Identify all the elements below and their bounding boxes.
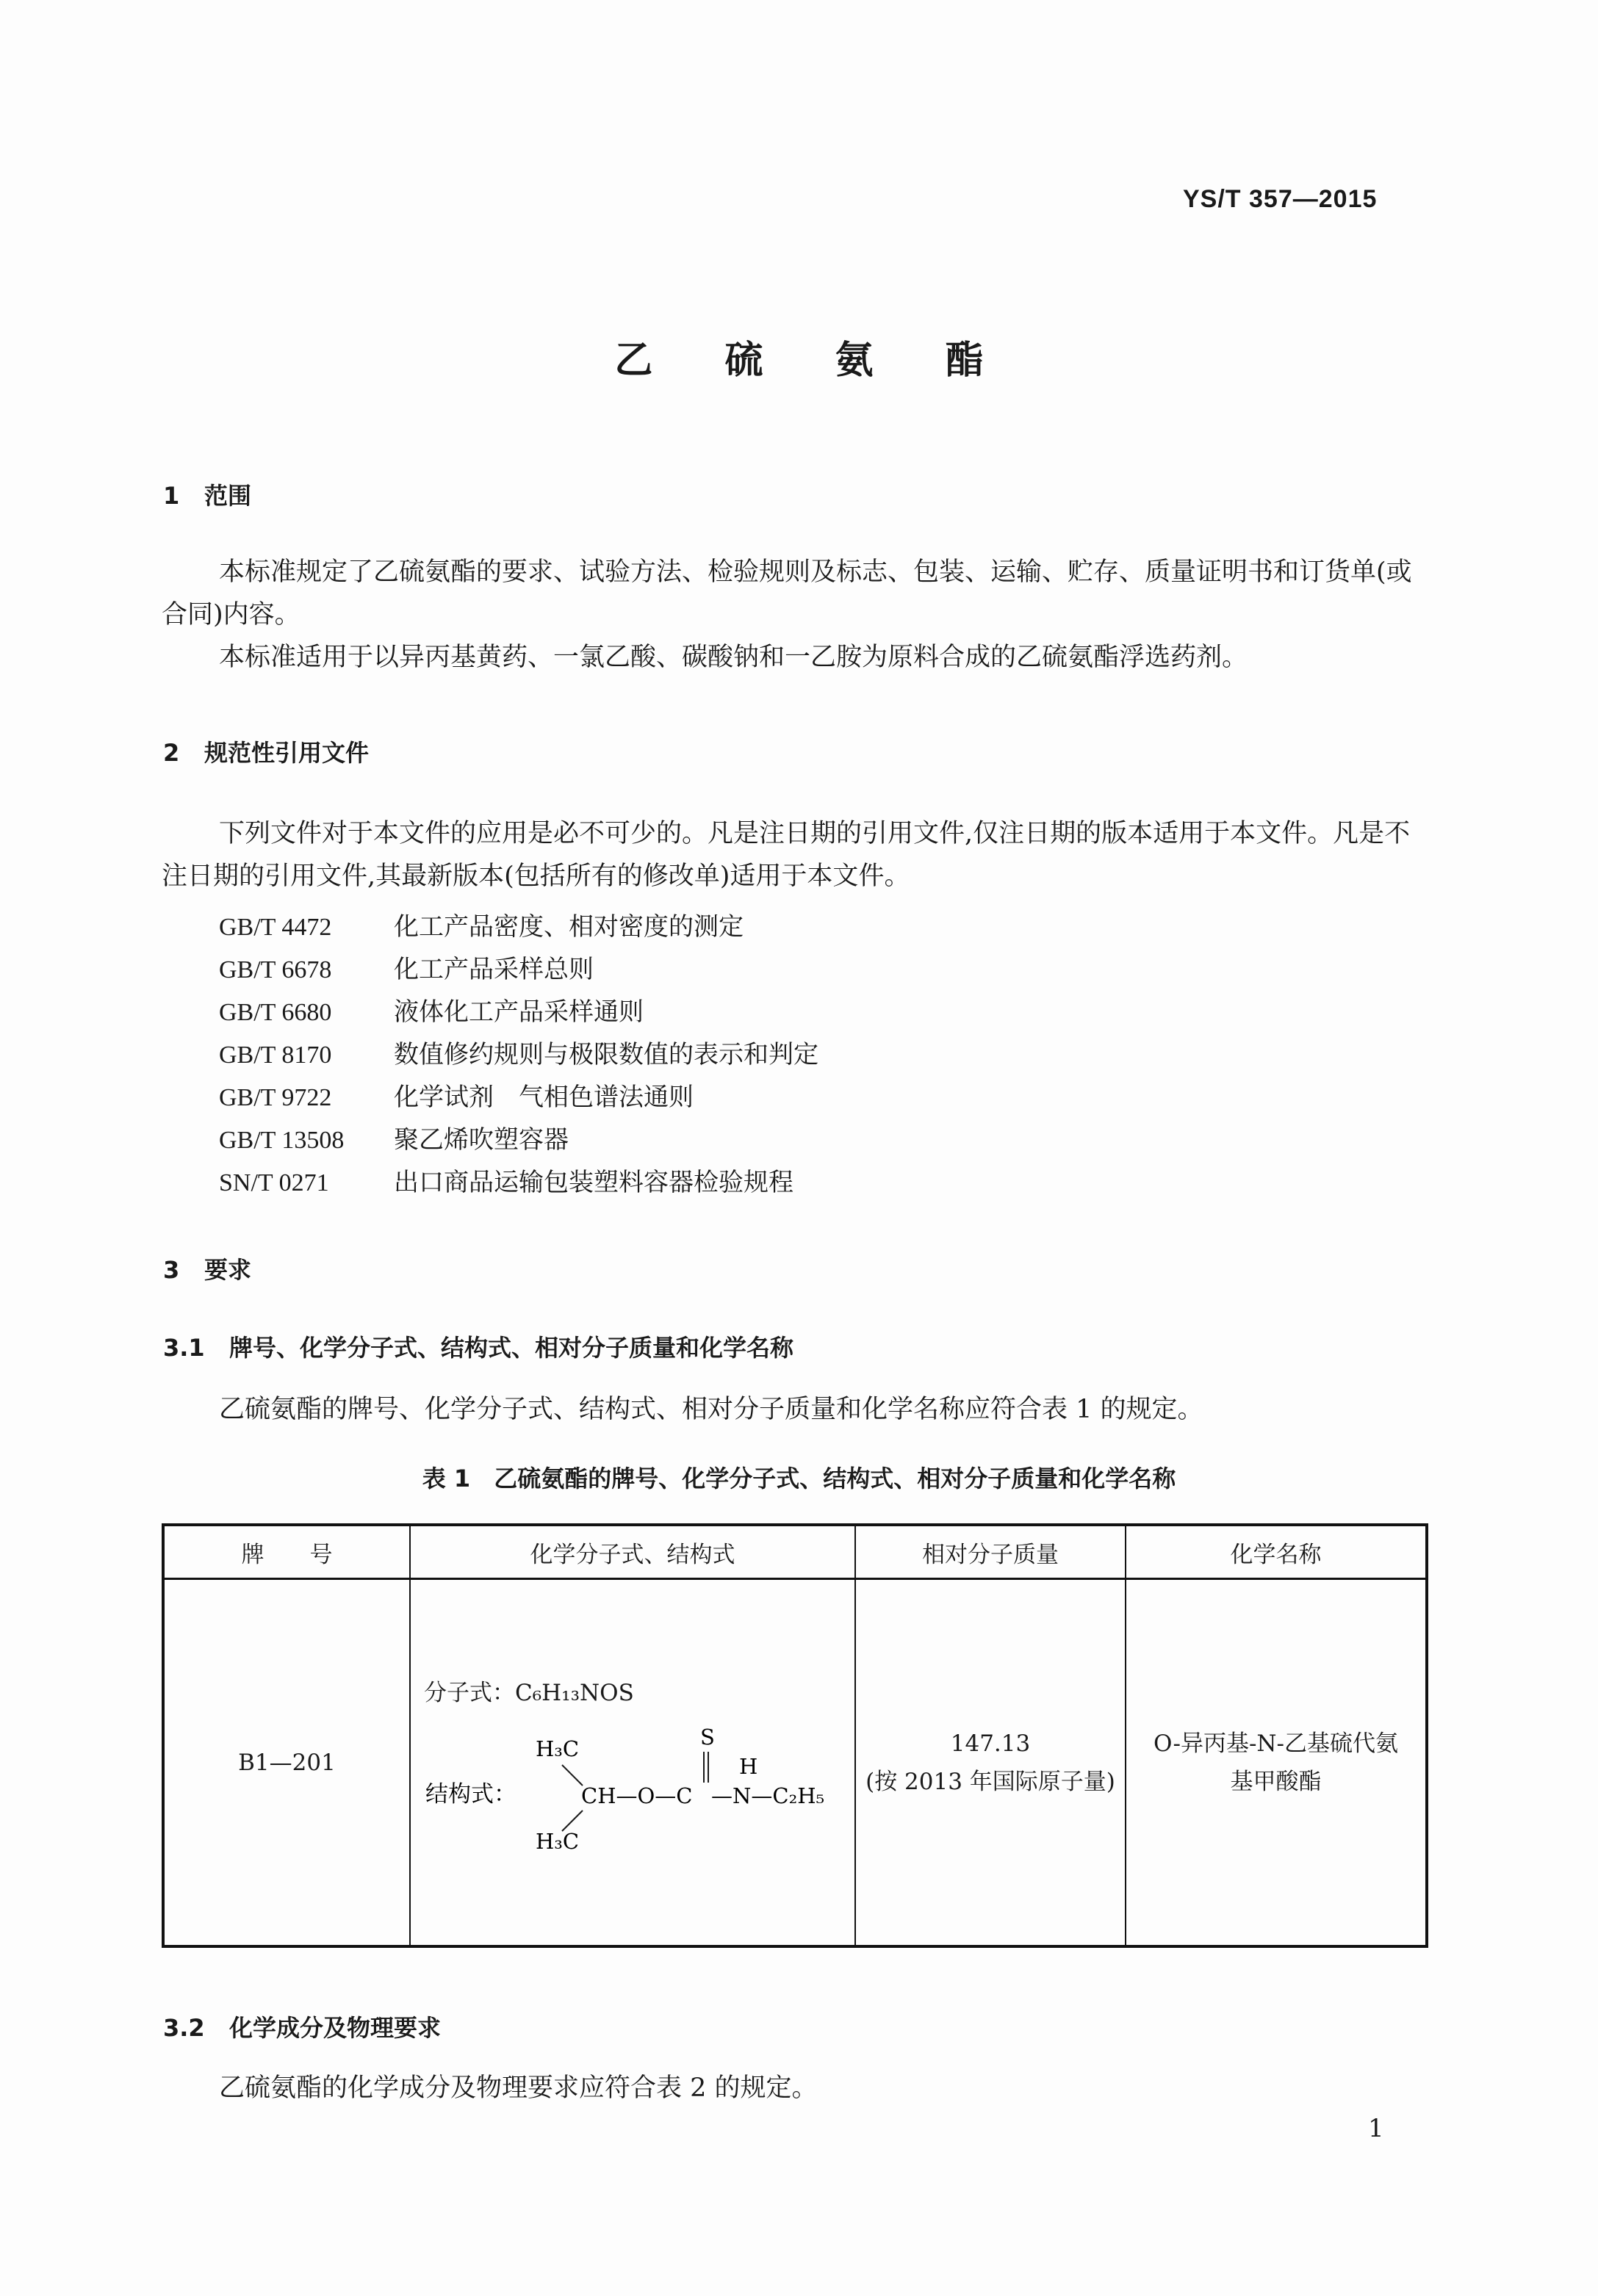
reference-item [219, 1119, 569, 1155]
document-title: 乙 硫 氨 酯 [614, 339, 1013, 383]
subsection-3-1-text: 乙硫氨酯的牌号、化学分子式、结构式、相对分子质量和化学名称应符合表 1 的规定。 [219, 1395, 1203, 1424]
section-title: 要求 [204, 1256, 252, 1284]
molecular-formula [424, 1674, 634, 1707]
subsection-3-1-heading [163, 1329, 793, 1363]
section-title: 化学成分及物理要求 [229, 2014, 442, 2042]
hydrogen-atom: H [739, 1754, 758, 1779]
reference-title: 聚乙烯吹塑容器 [394, 1125, 569, 1155]
reference-item [219, 992, 644, 1028]
reference-title: 化学试剂 气相色谱法通则 [394, 1083, 694, 1112]
section-2-heading [163, 734, 369, 768]
sulfur-atom: S [700, 1725, 715, 1750]
header-chemical-name: 化学名称 [1126, 1525, 1427, 1579]
formula-label: 分子式： [424, 1680, 515, 1706]
reference-code: GB/T 8170 [219, 1041, 332, 1069]
references-intro: 下列文件对于本文件的应用是必不可少的。凡是注日期的引用文件,仅注日期的版本适用于本文件。凡是不注日期的引用文件,其最新版本(包括所有的修改单)适用于本文件。 [162, 819, 1411, 891]
chemical-name-line-1: O-异丙基-N-乙基硫代氨 [1153, 1730, 1399, 1757]
reference-item [219, 906, 744, 942]
reference-title: 化工产品密度、相对密度的测定 [394, 912, 744, 942]
page-number: 1 [1368, 2114, 1384, 2143]
structural-formula [418, 1718, 859, 1872]
reference-title: 液体化工产品采样通则 [394, 997, 644, 1027]
methyl-top: H₃C [536, 1736, 580, 1761]
molecular-mass-note: (按 2013 年国际原子量) [865, 1768, 1115, 1795]
table-1 [162, 1523, 1428, 1948]
scope-paragraph-1: 本标准规定了乙硫氨酯的要求、试验方法、检验规则及标志、包装、运输、贮存、质量证明书和订货单(或合同)内容。 [162, 557, 1412, 629]
bond-top [562, 1765, 583, 1786]
section-title: 规范性引用文件 [204, 739, 370, 767]
reference-item [219, 1034, 818, 1070]
molecular-mass-value: 147.13 [950, 1730, 1031, 1757]
section-number: 3.2 [163, 2014, 205, 2042]
reference-code: GB/T 9722 [219, 1084, 332, 1111]
table-row [163, 1579, 1427, 1947]
section-title: 牌号、化学分子式、结构式、相对分子质量和化学名称 [229, 1334, 794, 1362]
section-1-heading [163, 477, 251, 511]
scope-paragraph-2: 本标准适用于以异丙基黄药、一氯乙酸、碳酸钠和一乙胺为原料合成的乙硫氨酯浮选药剂。 [219, 643, 1248, 672]
chain-right: —N—C₂H₅ [711, 1783, 825, 1808]
reference-code: SN/T 0271 [219, 1169, 329, 1196]
reference-code: GB/T 13508 [219, 1127, 345, 1154]
reference-title: 出口商品运输包装塑料容器检验规程 [394, 1168, 793, 1197]
section-number: 3 [163, 1256, 180, 1284]
reference-item [219, 949, 594, 985]
table-header-row [163, 1525, 1427, 1579]
reference-code: GB/T 6678 [219, 956, 332, 983]
methyl-bottom: H₃C [536, 1829, 580, 1854]
bond-bottom [562, 1811, 583, 1831]
header-formula-structure: 化学分子式、结构式 [410, 1525, 855, 1579]
section-number: 1 [163, 482, 180, 510]
subsection-3-2-heading [163, 2010, 441, 2043]
grade-cell: B1—201 [163, 1579, 410, 1947]
table-1-caption: 表 1 乙硫氨酯的牌号、化学分子式、结构式、相对分子质量和化学名称 [422, 1465, 1176, 1492]
reference-item [219, 1162, 793, 1198]
reference-code: GB/T 4472 [219, 914, 332, 941]
standard-number: YS/T 357—2015 [1183, 185, 1378, 213]
subsection-3-2-text: 乙硫氨酯的化学成分及物理要求应符合表 2 的规定。 [219, 2073, 818, 2103]
header-molecular-mass: 相对分子质量 [855, 1525, 1126, 1579]
formula-value: C₆H₁₃NOS [515, 1680, 634, 1706]
section-number: 3.1 [163, 1334, 205, 1362]
reference-title: 数值修约规则与极限数值的表示和判定 [394, 1040, 818, 1069]
reference-title: 化工产品采样总则 [394, 955, 594, 984]
section-3-heading [163, 1252, 251, 1285]
molecular-mass-cell [855, 1579, 1126, 1947]
chain-left: CH—O—C [581, 1783, 693, 1808]
header-grade: 牌 号 [163, 1525, 410, 1579]
formula-structure-cell [410, 1579, 855, 1947]
chemical-name-line-2: 基甲酸酯 [1230, 1768, 1322, 1795]
section-title: 范围 [204, 482, 252, 510]
section-number: 2 [163, 739, 180, 767]
chemical-name-cell [1126, 1579, 1427, 1947]
reference-item [219, 1077, 694, 1113]
structure-label: 结构式： [425, 1781, 517, 1808]
reference-code: GB/T 6680 [219, 999, 332, 1026]
